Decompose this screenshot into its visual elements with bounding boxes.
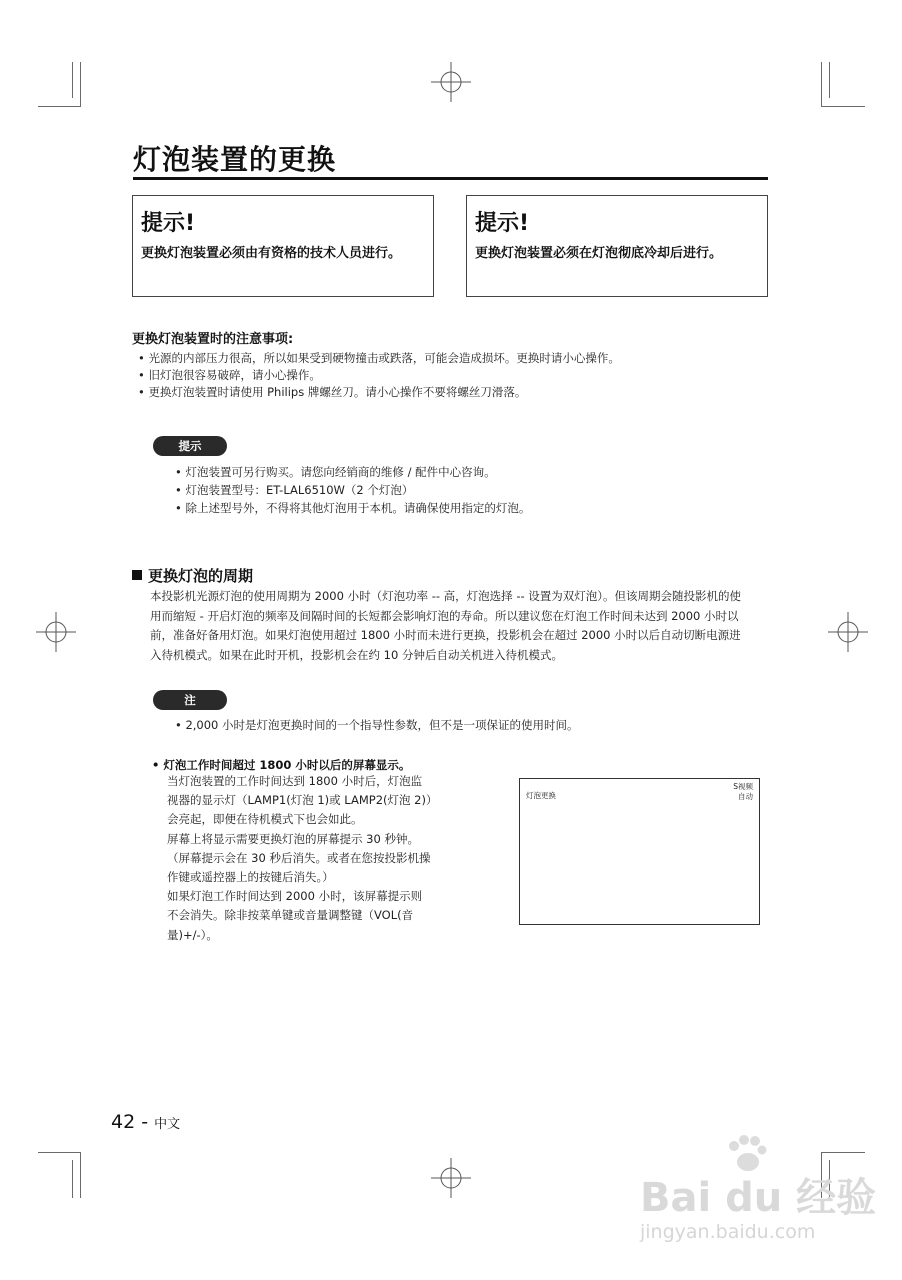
warning-text: 更换灯泡装置必须在灯泡彻底冷却后进行。 [475,246,723,261]
screen-input-status [733,782,753,802]
crop-mark [821,62,822,107]
cycle-paragraph [150,587,770,665]
crop-mark [38,106,81,107]
paragraph-line: 如果灯泡工作时间达到 2000 小时，该屏幕提示则 [167,889,423,904]
watermark-brand: Bai du 经验 [640,1175,877,1221]
warning-heading: 提示! [475,211,530,236]
screen-preview [519,778,760,925]
list-item: • 光源的内部压力很高，所以如果受到硬物撞击或跌落，可能会造成损坏。更换时请小心操作。 [138,351,620,365]
crop-mark [38,1152,81,1153]
list-item: • 除上述型号外，不得将其他灯泡用于本机。请确保使用指定的灯泡。 [175,501,531,515]
precautions-section [132,328,772,401]
crop-mark [821,106,865,107]
paragraph-line: 量)+/-）。 [167,927,218,942]
warning-heading: 提示! [141,211,196,236]
warning-box [466,195,768,297]
tip-badge: 提示 [153,436,227,456]
square-bullet-icon [132,570,142,580]
screen-message: 灯泡更换 [526,791,556,800]
warning-text: 更换灯泡装置必须由有资格的技术人员进行。 [141,246,402,261]
note-list [175,717,579,734]
list-item: • 灯泡装置型号：ET-LAL6510W（2 个灯泡） [175,483,414,497]
registration-mark-icon [431,62,471,102]
paragraph-line: （屏幕提示会在 30 秒后消失。或者在您按投影机操 [167,850,431,865]
screen-input-mode: 自动 [738,792,753,801]
paragraph-line: 前，准备好备用灯泡。如果灯泡使用超过 1800 小时而未进行更换，投影机会在超过 2000 小时以后自动切断电源进 [150,628,741,642]
paragraph-line: 屏幕上将显示需要更换灯泡的屏幕提示 30 秒钟。 [167,831,419,846]
paragraph-line: 视器的显示灯（LAMP1(灯泡 1)或 LAMP2(灯泡 2)） [167,793,438,808]
registration-mark-icon [36,612,76,652]
paragraph-line: 入待机模式。如果在此时开机，投影机会在约 10 分钟后自动关机进入待机模式。 [150,647,563,662]
precautions-heading: 更换灯泡装置时的注意事项: [132,332,294,347]
watermark [640,1140,876,1243]
page-language: 中文 [154,1117,181,1132]
page-title: 灯泡装置的更换 [133,143,337,176]
overtime-heading: • 灯泡工作时间超过 1800 小时以后的屏幕显示。 [152,758,411,772]
paragraph-line: 用而缩短 - 开启灯泡的频率及间隔时间的长短都会影响灯泡的寿命。所以建议您在灯泡工作时间未达到 2000 小时以 [150,608,739,623]
title-divider [133,177,768,180]
note-badge: 注 [153,690,227,710]
list-item: • 旧灯泡很容易破碎，请小心操作。 [138,368,321,382]
crop-mark [80,1152,81,1198]
cycle-heading-text: 更换灯泡的周期 [148,567,254,585]
paragraph-line: 会亮起，即便在待机模式下也会如此。 [167,812,363,827]
registration-mark-icon [828,612,868,652]
warning-box [132,195,434,297]
page-number-value: 42 - [111,1111,149,1133]
crop-mark [829,62,830,98]
paragraph-line: 当灯泡装置的工作时间达到 1800 小时后，灯泡监 [167,774,423,788]
paw-icon [722,1134,770,1174]
overtime-paragraph [167,772,457,945]
paragraph-line: 作键或遥控器上的按键后消失。） [167,870,334,885]
cycle-heading [132,565,253,586]
registration-mark-icon [431,1158,471,1198]
page-number [111,1111,180,1133]
paragraph-line: 不会消失。除非按菜单键或音量调整键（VOL(音 [167,908,414,923]
crop-mark [80,62,81,107]
watermark-url: jingyan.baidu.com [640,1221,816,1243]
precautions-list [138,350,772,401]
tip-list [175,463,530,517]
list-item: • 更换灯泡装置时请使用 Philips 牌螺丝刀。请小心操作不要将螺丝刀滑落。 [138,385,527,399]
crop-mark [72,1160,73,1198]
crop-mark [72,62,73,98]
paragraph-line: 本投影机光源灯泡的使用周期为 2000 小时（灯泡功率 -- 高，灯泡选择 -- 设置为双灯泡）。但该周期会随投影机的使 [150,589,742,603]
screen-input-source: S视频 [733,782,753,791]
list-item: • 2,000 小时是灯泡更换时间的一个指导性参数，但不是一项保证的使用时间。 [175,718,579,732]
list-item: • 灯泡装置可另行购买。请您向经销商的维修 / 配件中心咨询。 [175,465,496,479]
